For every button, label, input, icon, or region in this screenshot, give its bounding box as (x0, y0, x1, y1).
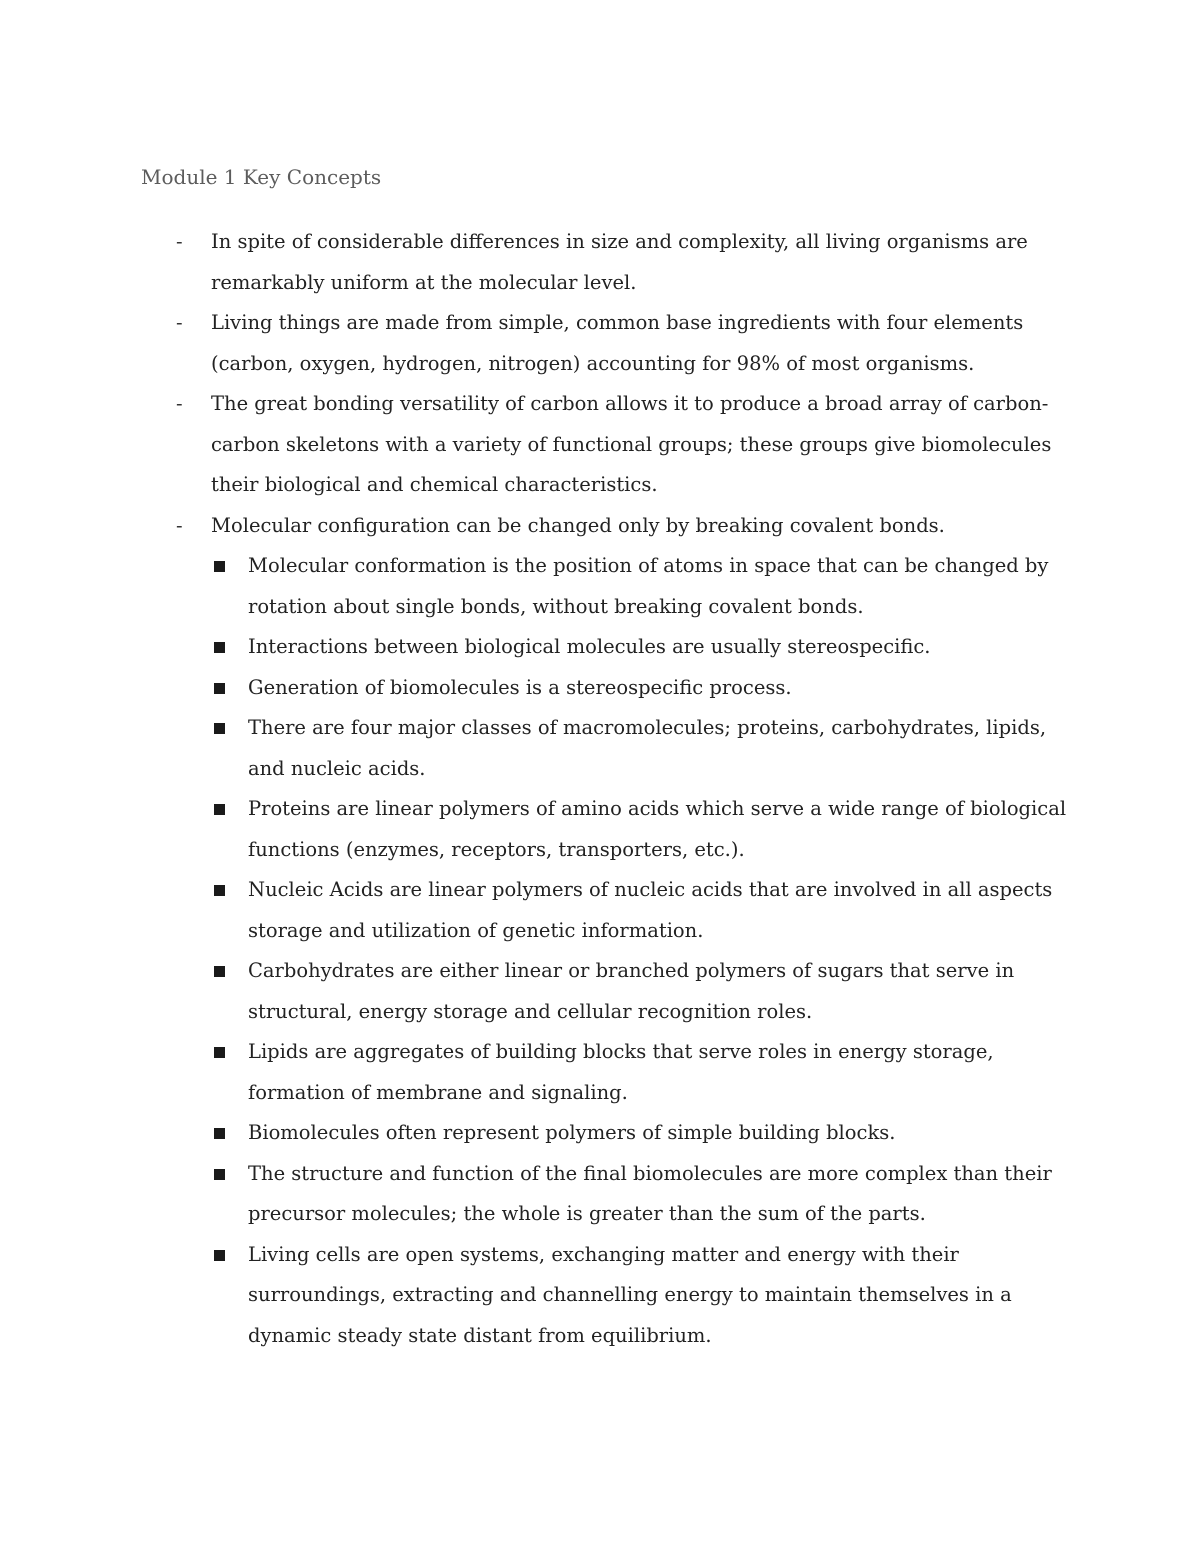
list-item (0, 506, 1067, 1357)
document-title: Module 1 Key Concepts (141, 165, 382, 189)
dash-bullet-icon: - (176, 392, 183, 415)
sub-list-item (0, 951, 1068, 1032)
sub-list-item (0, 789, 1068, 870)
list-item (0, 222, 1061, 303)
sub-list-item (0, 870, 1068, 951)
square-bullet-icon (214, 723, 225, 734)
dash-bullet-icon: - (176, 230, 183, 253)
square-bullet-icon (214, 561, 225, 572)
sub-list-item (0, 668, 1068, 709)
dash-bullet-icon: - (176, 311, 183, 334)
sub-list-item (0, 1032, 1068, 1113)
list-item (0, 384, 1061, 506)
square-bullet-icon (214, 1047, 225, 1058)
square-bullet-icon (214, 1128, 225, 1139)
sub-list-item (0, 1235, 1068, 1357)
sub-list-item-text: Molecular conformation is the position of atoms in space that can be changed by rotation about single bonds, without breaking covalent bonds. (248, 554, 1049, 618)
sub-list-item-text: Nucleic Acids are linear polymers of nucleic acids that are involved in all aspects storage and utilization of genetic information. (248, 878, 1053, 942)
sub-list-item-text: The structure and function of the final biomolecules are more complex than their precursor molecules; the whole is greater than the sum of the parts. (248, 1161, 1052, 1225)
sub-list-item-text: Carbohydrates are either linear or branched polymers of sugars that serve in structural, energy storage and cellular recognition roles. (248, 959, 1015, 1023)
square-bullet-icon (214, 1250, 225, 1261)
list-item-text: Living things are made from simple, common base ingredients with four elements (carbon, oxygen, hydrogen, nitrogen) accounting for 98% of most organisms. (211, 311, 1024, 375)
square-bullet-icon (214, 683, 225, 694)
sub-list-item (0, 1154, 1068, 1235)
dash-bullet-icon: - (176, 513, 183, 537)
sub-list-item-text: There are four major classes of macromolecules; proteins, carbohydrates, lipids, and nucleic acids. (248, 716, 1047, 780)
sub-list-item-text: Interactions between biological molecules are usually stereospecific. (248, 635, 931, 658)
sub-list-item-text: Living cells are open systems, exchanging matter and energy with their surroundings, extracting and channelling energy to maintain themselves in a dynamic steady state distant from equilibrium. (248, 1242, 1012, 1347)
square-bullet-icon (214, 885, 225, 896)
sub-list (211, 546, 1067, 1356)
sub-list-item-text: Lipids are aggregates of building blocks that serve roles in energy storage, formation of membrane and signaling. (248, 1040, 994, 1104)
list-item-text: Molecular configuration can be changed only by breaking covalent bonds. (211, 513, 945, 537)
square-bullet-icon (214, 642, 225, 653)
list-item-text: In spite of considerable differences in size and complexity, all living organisms are remarkably uniform at the molecular level. (211, 230, 1028, 294)
list-item (0, 303, 1061, 384)
square-bullet-icon (214, 804, 225, 815)
sub-list-item (0, 546, 1068, 627)
sub-list-item (0, 708, 1068, 789)
key-concepts-list (0, 222, 1067, 1356)
sub-list-item (0, 627, 1068, 668)
sub-list-item (0, 1113, 1068, 1154)
sub-list-item-text: Biomolecules often represent polymers of simple building blocks. (248, 1121, 896, 1144)
sub-list-item-text: Generation of biomolecules is a stereospecific process. (248, 675, 792, 699)
list-item-text: The great bonding versatility of carbon allows it to produce a broad array of carbon-carbon skeletons with a variety of functional groups; these groups give biomolecules their biological and chemical characteristics. (211, 392, 1052, 496)
square-bullet-icon (214, 966, 225, 977)
square-bullet-icon (214, 1169, 225, 1180)
sub-list-item-text: Proteins are linear polymers of amino acids which serve a wide range of biological functions (enzymes, receptors, transporters, etc.). (248, 797, 1067, 861)
